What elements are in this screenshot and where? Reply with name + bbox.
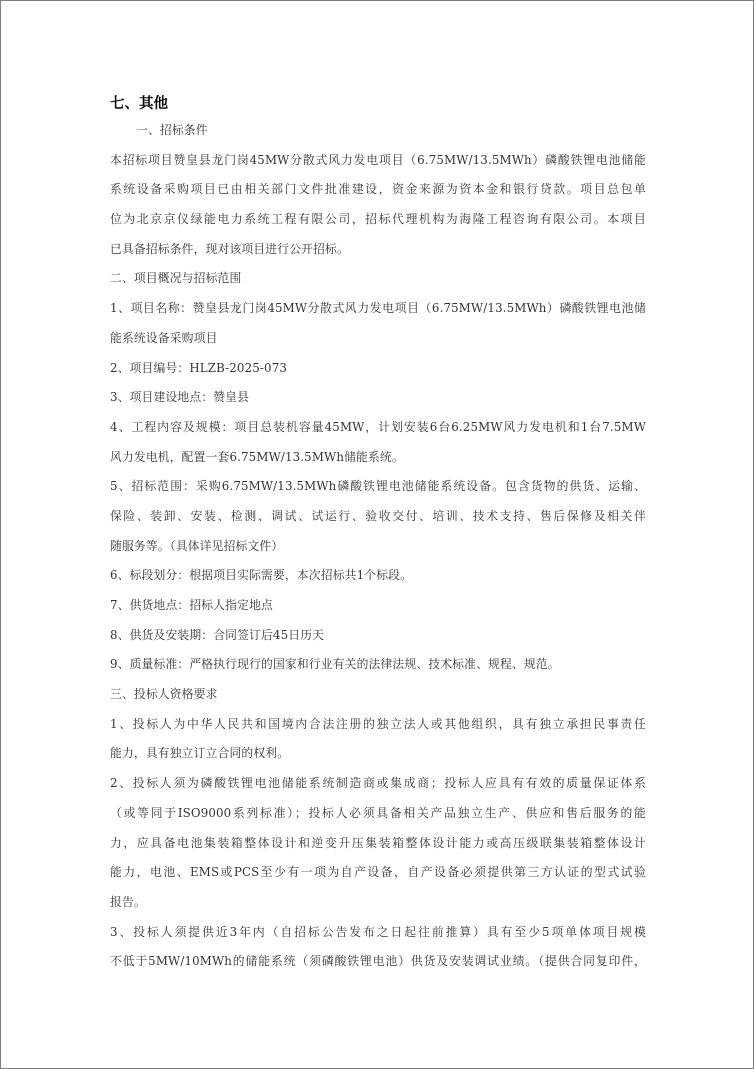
section-heading: 七、其他: [110, 96, 168, 112]
paragraph-line: 2、投标人须为磷酸铁锂电池储能系统制造商或集成商；投标人应具有有效的质量保证体系: [110, 776, 646, 791]
paragraph-line: 能力，具有独立订立合同的权利。: [110, 746, 290, 761]
paragraph-line: 能力，电池、EMS或PCS至少有一项为自产设备，自产设备必须提供第三方认证的型式试验: [110, 865, 646, 880]
document-body: [110, 92, 646, 977]
subsection-heading: 一、招标条件: [136, 123, 208, 137]
paragraph-line: 8、供货及安装期：合同签订后45日历天: [110, 627, 325, 642]
paragraph-line: 1、项目名称：赞皇县龙门岗45MW分散式风力发电项目（6.75MW/13.5MWh）磷酸铁锂电池储: [110, 301, 646, 316]
paragraph-line: 已具备招标条件，现对该项目进行公开招标。: [110, 241, 349, 256]
subsection-heading: 二、项目概况与招标范围: [110, 271, 242, 286]
paragraph-line: （或等同于ISO9000系列标准）；投标人必须具备相关产品独立生产、供应和售后服务的能: [110, 805, 646, 820]
paragraph-line: 力，应具备电池集装箱整体设计和逆变升压集装箱整体设计能力或高压级联集装箱整体设计: [110, 835, 646, 850]
paragraph-line: 7、供货地点：招标人指定地点: [110, 598, 273, 612]
paragraph-line: 随服务等。（具体详见招标文件）: [110, 538, 284, 553]
paragraph-line: 报告。: [110, 894, 146, 909]
paragraph-line: 本招标项目赞皇县龙门岗45MW分散式风力发电项目（6.75MW/13.5MWh）磷酸铁锂电池储能: [110, 152, 646, 167]
paragraph-line: 3、投标人须提供近3年内（自招标公告发布之日起往前推算）具有至少5项单体项目规模: [110, 924, 646, 939]
paragraph-line: 风力发电机，配置一套6.75MW/13.5MWh储能系统。: [110, 449, 404, 464]
paragraph-line: 6、标段划分：根据项目实际需要，本次招标共1个标段。: [110, 568, 413, 583]
paragraph-line: 保险、装卸、安装、检测、调试、试运行、验收交付、培训、技术支持、售后保修及相关伴: [110, 508, 646, 523]
paragraph-line: 不低于5MW/10MWh的储能系统（须磷酸铁锂电池）供货及安装调试业绩。（提供合同复印件，: [110, 954, 646, 969]
paragraph-line: 9、质量标准：严格执行现行的国家和行业有关的法律法规、技术标准、规程、规范。: [110, 657, 560, 672]
paragraph-line: 系统设备采购项目已由相关部门文件批准建设，资金来源为资本金和银行贷款。项目总包单: [110, 182, 646, 197]
paragraph-line: 位为北京京仪绿能电力系统工程有限公司，招标代理机构为海隆工程咨询有限公司。本项目: [110, 212, 646, 227]
paragraph-line: 能系统设备采购项目: [110, 330, 218, 345]
subsection-heading: 三、投标人资格要求: [110, 687, 218, 702]
paragraph-line: 1、投标人为中华人民共和国境内合法注册的独立法人或其他组织，具有独立承担民事责任: [110, 716, 646, 731]
paragraph-line: 4、工程内容及规模：项目总装机容量45MW，计划安装6台6.25MW风力发电机和1台7.5MW: [110, 419, 646, 434]
paragraph-line: 5、招标范围：采购6.75MW/13.5MWh磷酸铁锂电池储能系统设备。包含货物的供货、运输、: [110, 479, 646, 494]
paragraph-line: 2、项目编号：HLZB-2025-073: [110, 360, 288, 375]
paragraph-line: 3、项目建设地点：赞皇县: [110, 390, 250, 405]
